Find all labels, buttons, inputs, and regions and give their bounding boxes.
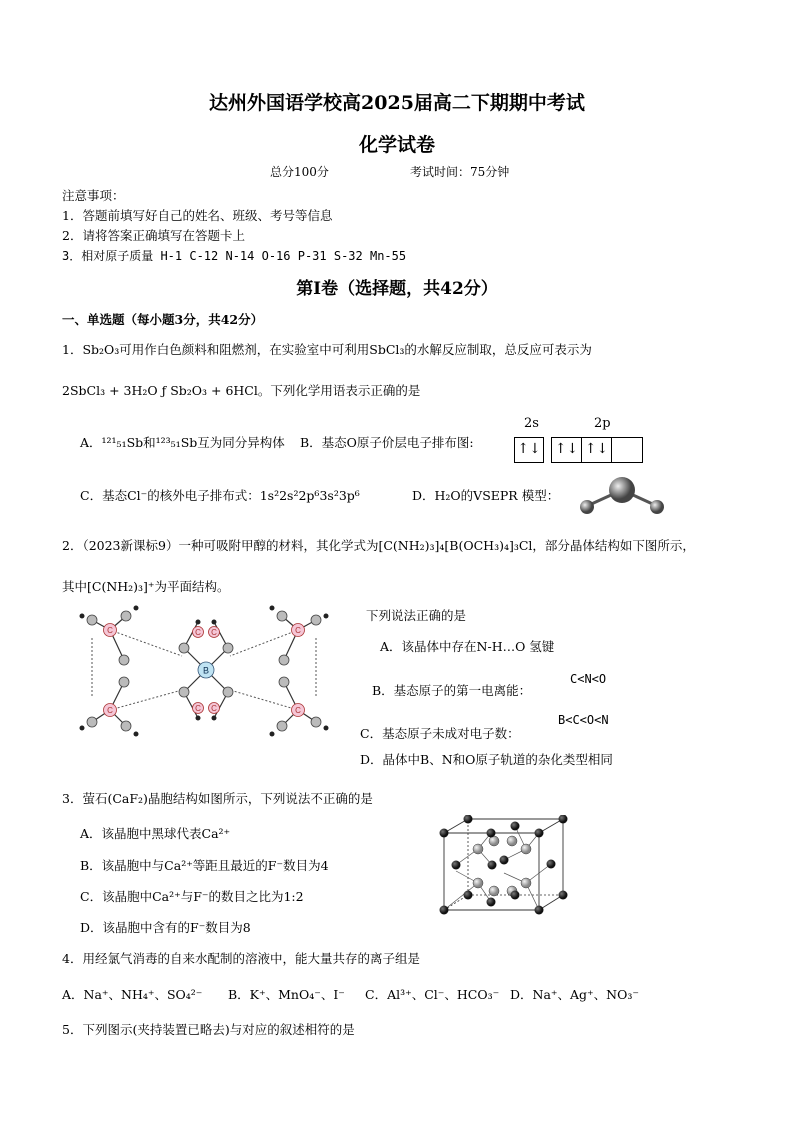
q1-option-b: B．基态O原子价层电子排布图: [300,435,474,450]
q4-option-a: A．Na⁺、NH₄⁺、SO₄²⁻ [62,987,203,1002]
q1-option-c: C．基态Cl⁻的核外电子排布式：1s²2s²2p⁶3s²3p⁶ [80,488,360,503]
total-score: 总分100分 [270,165,329,179]
q2-option-c-formula: B<C<O<N [558,713,609,727]
crystal-structure-image [62,598,347,746]
q1-stem-a: 1．Sb₂O₃可用作白色颜料和阻燃剂，在实验室中可利用SbCl₃的水解反应制取，总反应可表示为 [62,342,592,357]
svg-text:C: C [211,704,217,713]
q5-stem: 5．下列图示(夹持装置已略去)与对应的叙述相符的是 [62,1022,355,1037]
q2-option-a: A．该晶体中存在N-H…O 氢键 [380,639,555,654]
q4-option-d: D．Na⁺、Ag⁺、NO₃⁻ [510,987,639,1002]
q4-option-b: B．K⁺、MnO₄⁻、I⁻ [228,987,345,1002]
q3-option-a: A．该晶胞中黑球代表Ca²⁺ [80,826,231,841]
vsepr-model-image [575,470,670,515]
q1-option-a: A．¹²¹₅₁Sb和¹²³₅₁Sb互为同分异构体 [80,435,285,450]
q3-option-d: D．该晶胞中含有的F⁻数目为8 [80,920,251,935]
q2-stem-b: 其中[C(NH₂)₃]⁺为平面结构。 [62,579,230,594]
q2-option-b-formula: C<N<O [570,672,607,686]
note-item-3: 3．相对原子质量 H-1 C-12 N-14 O-16 P-31 S-32 Mn-55 [62,249,407,263]
q2-lead: 下列说法正确的是 [366,608,467,623]
q1-stem-b: 2SbCl₃ + 3H₂O ƒ Sb₂O₃ + 6HCl。下列化学用语表示正确的是 [62,383,421,398]
q4-stem: 4．用经氯气消毒的自来水配制的溶液中，能大量共存的离子组是 [62,951,420,966]
svg-text:C: C [107,626,113,635]
svg-text:C: C [211,628,217,637]
section-subtitle: 一、单选题（每小题3分，共42分） [62,312,264,327]
svg-text:C: C [107,706,113,715]
svg-text:B: B [202,665,210,676]
q4-option-c: C．Al³⁺、Cl⁻、HCO₃⁻ [365,987,500,1002]
q3-option-c: C．该晶胞中Ca²⁺与F⁻的数目之比为1:2 [80,889,304,904]
q2-option-b: B．基态原子的第一电离能： [372,683,532,698]
fluorite-unit-cell-image [436,815,576,920]
q3-stem: 3．萤石(CaF₂)晶胞结构如图所示，下列说法不正确的是 [62,791,373,806]
school-exam-title: 达州外国语学校高2025届高二下期期中考试 [209,92,585,114]
q2-stem-a: 2．（2023新课标9）一种可吸附甲醇的材料，其化学式为[C(NH₂)₃]₄[B(OCH₃)₄]₃Cl，部分晶体结构如下图所示， [62,538,695,553]
note-item-2: 2．请将答案正确填写在答题卡上 [62,228,245,243]
exam-time: 考试时间：75分钟 [410,165,510,179]
subject-title: 化学试卷 [358,134,435,156]
note-item-1: 1．答题前填写好自己的姓名、班级、考号等信息 [62,208,333,223]
q2-option-c: C．基态原子未成对电子数： [360,726,520,741]
q3-option-b: B．该晶胞中与Ca²⁺等距且最近的F⁻数目为4 [80,858,329,873]
orbital-box-2p: ↑↓ ↑↓ [551,437,643,463]
q1-option-d: D．H₂O的VSEPR 模型： [412,488,560,503]
orbital-label-2s: 2s [524,416,539,431]
svg-text:C: C [195,628,201,637]
orbital-label-2p: 2p [594,416,611,431]
svg-text:C: C [195,704,201,713]
q2-option-d: D．晶体中B、N和O原子轨道的杂化类型相同 [360,752,613,767]
orbital-box-2s: ↑↓ [514,437,544,463]
notes-heading: 注意事项： [62,188,125,203]
svg-text:C: C [295,706,301,715]
section-title: 第Ⅰ卷（选择题，共42分） [296,279,498,299]
svg-text:C: C [295,626,301,635]
